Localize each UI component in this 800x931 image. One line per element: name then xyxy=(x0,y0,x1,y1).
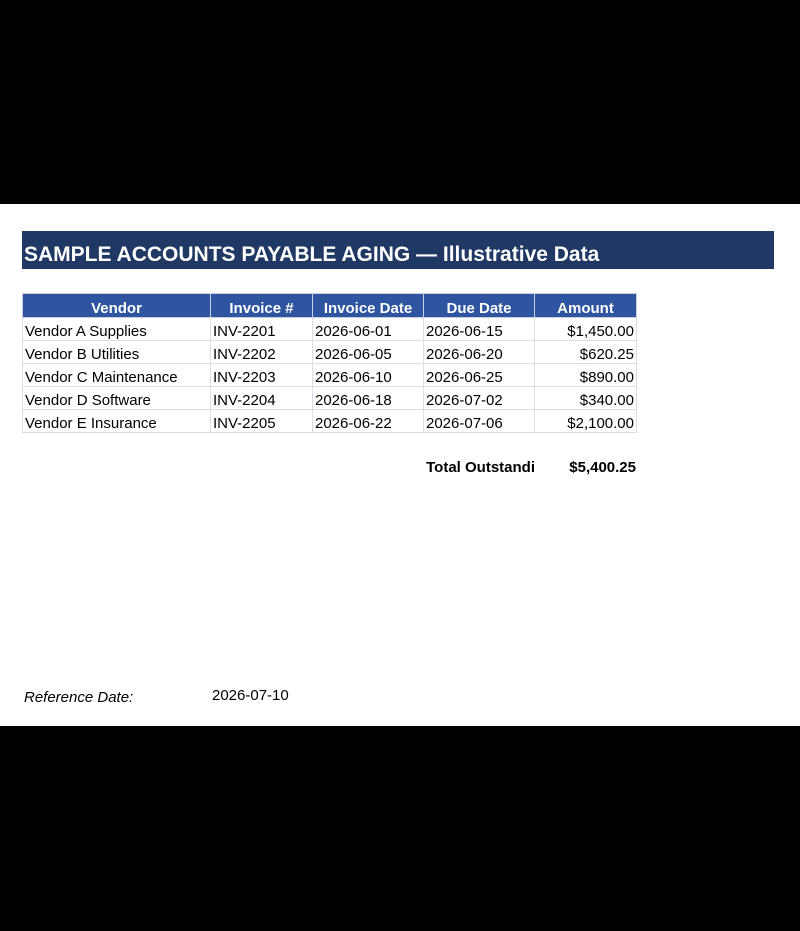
invoice-date-cell[interactable]: 2026-06-05 xyxy=(313,341,424,364)
header-due-date: Due Date xyxy=(424,294,535,318)
due-date-cell[interactable]: 2026-07-06 xyxy=(424,410,535,433)
total-outstanding-label: Total Outstandi xyxy=(426,459,535,476)
vendor-cell[interactable]: Vendor D Software xyxy=(23,387,211,410)
table-row xyxy=(23,341,637,364)
page-title: SAMPLE ACCOUNTS PAYABLE AGING — Illustrative Data xyxy=(24,243,600,266)
total-outstanding-value[interactable]: $5,400.25 xyxy=(569,459,636,476)
header-amount: Amount xyxy=(535,294,637,318)
invoice-date-cell[interactable]: 2026-06-22 xyxy=(313,410,424,433)
amount-cell[interactable]: $2,100.00 xyxy=(535,410,637,433)
reference-date-label: Reference Date: xyxy=(24,689,134,706)
vendor-cell[interactable]: Vendor E Insurance xyxy=(23,410,211,433)
vendor-cell[interactable]: Vendor C Maintenance xyxy=(23,364,211,387)
due-date-cell[interactable]: 2026-07-02 xyxy=(424,387,535,410)
header-vendor: Vendor xyxy=(23,294,211,318)
header-row xyxy=(23,294,637,318)
table-row xyxy=(23,387,637,410)
amount-cell[interactable]: $340.00 xyxy=(535,387,637,410)
spreadsheet-page xyxy=(0,204,800,726)
header-invoice-date: Invoice Date xyxy=(313,294,424,318)
due-date-cell[interactable]: 2026-06-15 xyxy=(424,318,535,341)
due-date-cell[interactable]: 2026-06-25 xyxy=(424,364,535,387)
invoice-number-cell[interactable]: INV-2203 xyxy=(211,364,313,387)
invoice-date-cell[interactable]: 2026-06-01 xyxy=(313,318,424,341)
invoice-number-cell[interactable]: INV-2204 xyxy=(211,387,313,410)
table-row xyxy=(23,410,637,433)
amount-cell[interactable]: $620.25 xyxy=(535,341,637,364)
invoice-date-cell[interactable]: 2026-06-10 xyxy=(313,364,424,387)
invoice-number-cell[interactable]: INV-2201 xyxy=(211,318,313,341)
invoice-number-cell[interactable]: INV-2202 xyxy=(211,341,313,364)
invoice-number-cell[interactable]: INV-2205 xyxy=(211,410,313,433)
header-invoice-number: Invoice # xyxy=(211,294,313,318)
invoice-date-cell[interactable]: 2026-06-18 xyxy=(313,387,424,410)
table-row xyxy=(23,364,637,387)
vendor-cell[interactable]: Vendor B Utilities xyxy=(23,341,211,364)
table-row xyxy=(23,318,637,341)
payables-table xyxy=(22,293,637,433)
reference-date-value[interactable]: 2026-07-10 xyxy=(212,687,289,704)
due-date-cell[interactable]: 2026-06-20 xyxy=(424,341,535,364)
vendor-cell[interactable]: Vendor A Supplies xyxy=(23,318,211,341)
title-bar xyxy=(22,231,774,269)
amount-cell[interactable]: $1,450.00 xyxy=(535,318,637,341)
amount-cell[interactable]: $890.00 xyxy=(535,364,637,387)
